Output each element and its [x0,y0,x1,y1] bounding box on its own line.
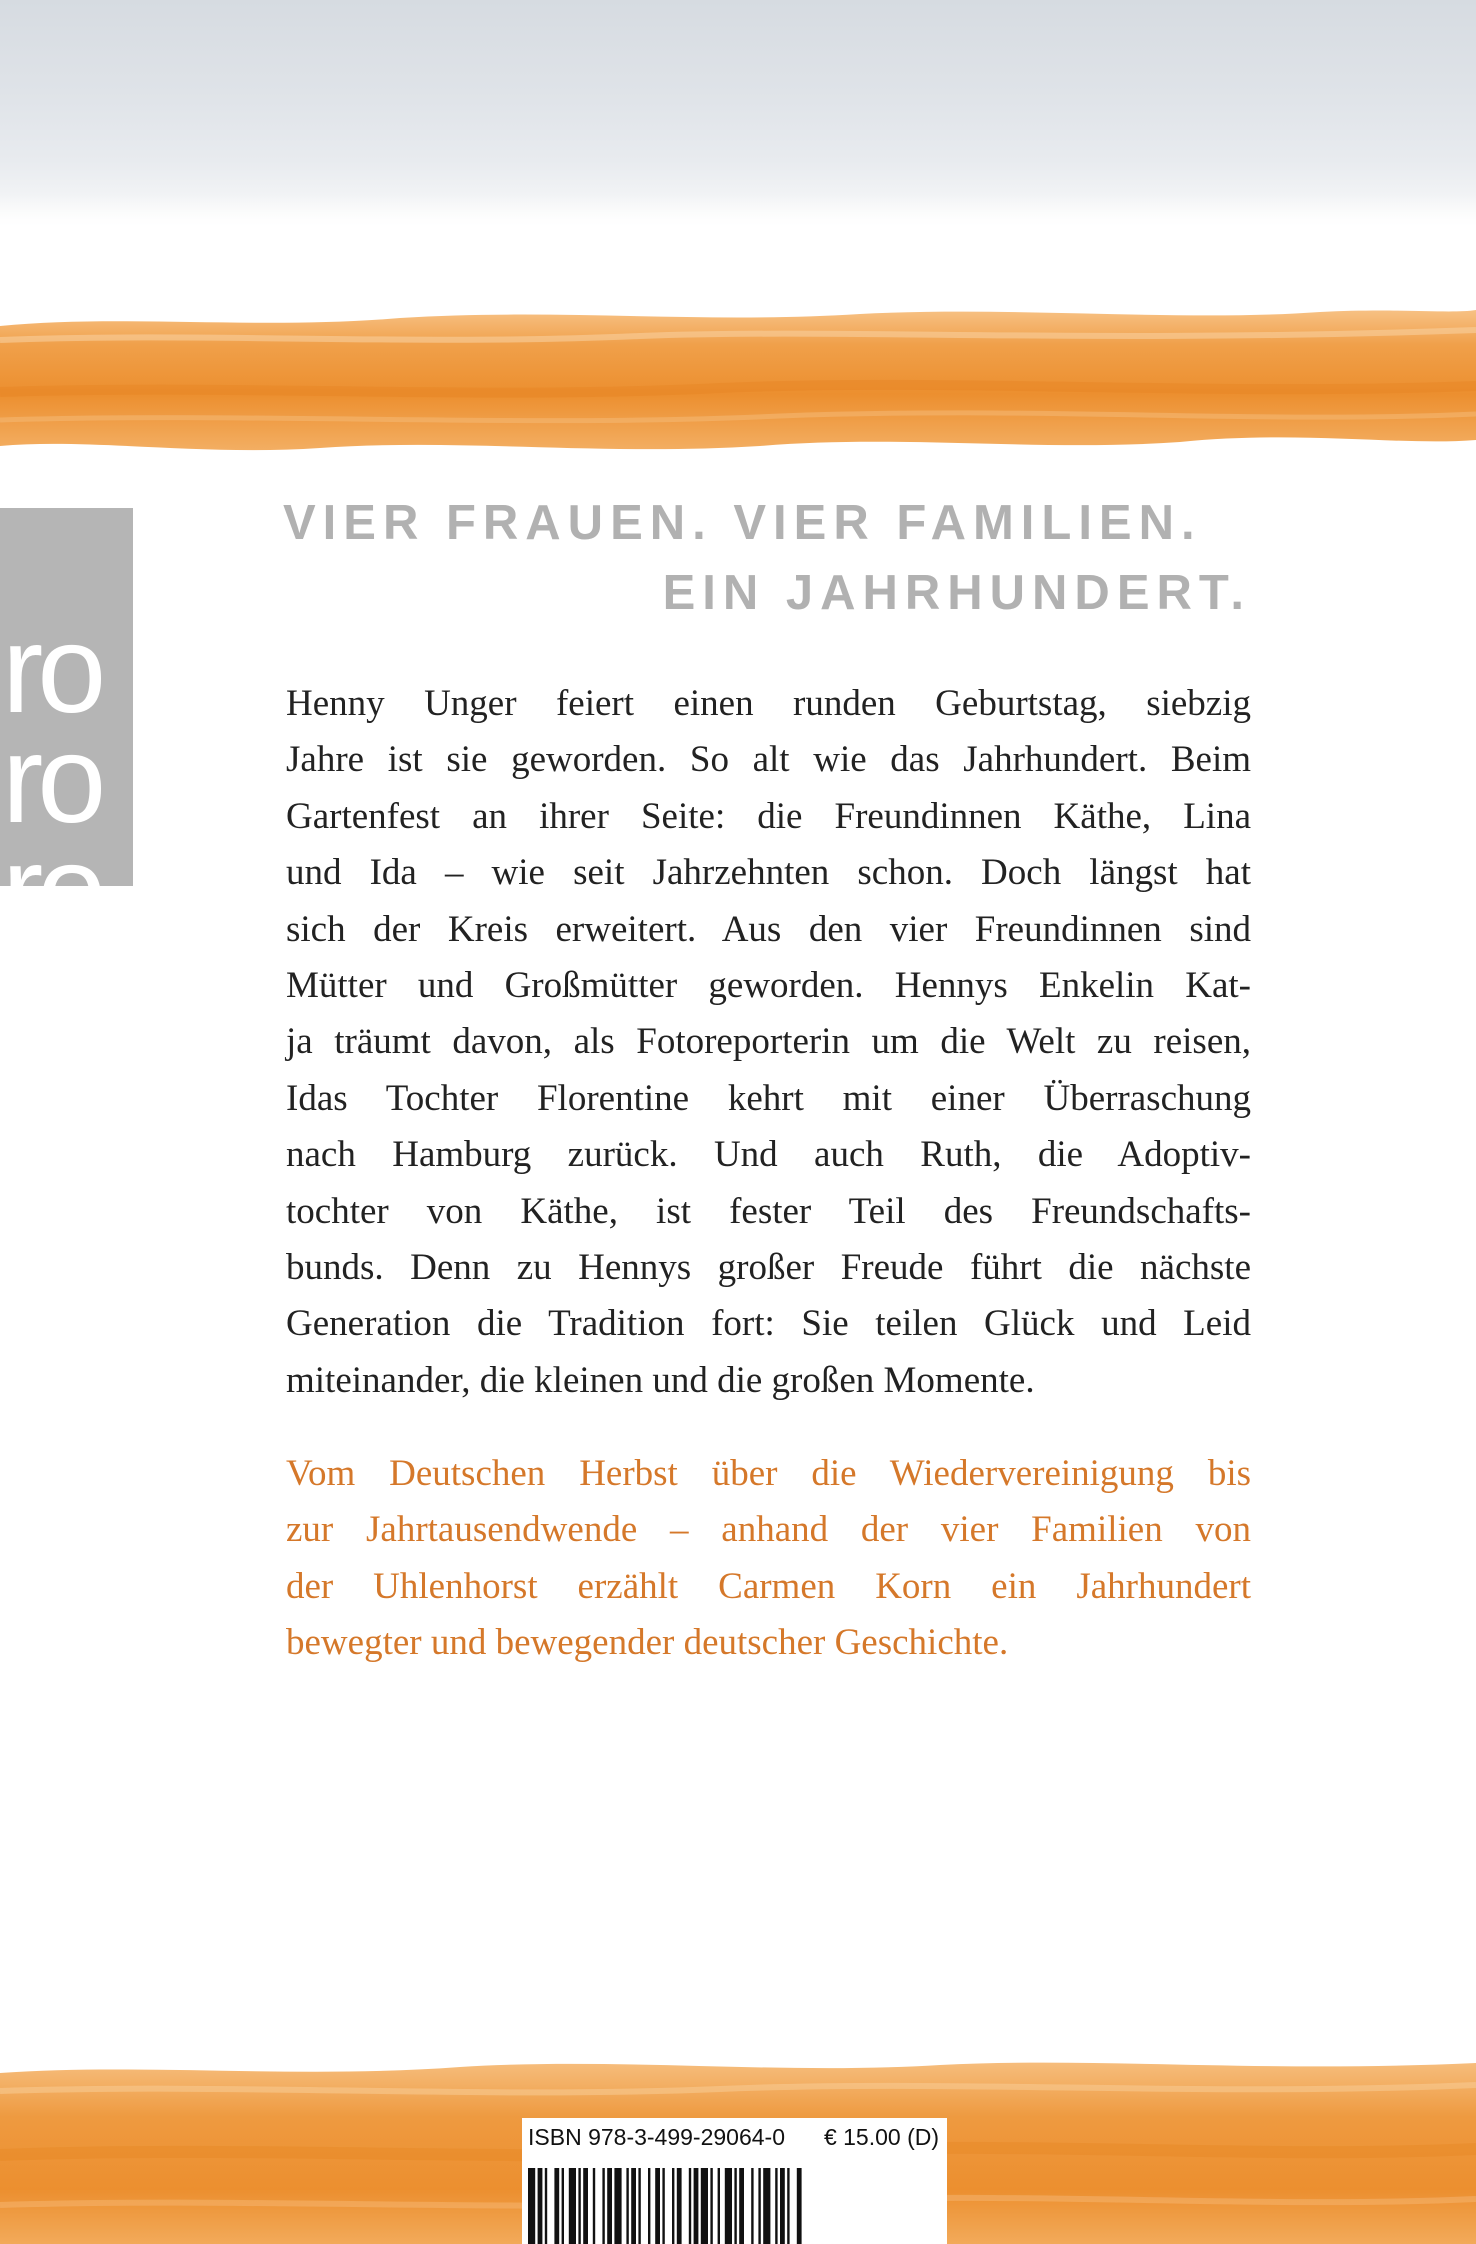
barcode-bar [763,2168,770,2244]
barcode-bar [554,2168,559,2244]
barcode-bar [701,2168,708,2244]
barcode-bar [648,2168,650,2244]
tagline-line: Vom Deutschen Herbst über die Wiedervereinigung bis [286,1453,1251,1494]
headline-line-1: VIER FRAUEN. VIER FAMILIEN. [283,496,1202,550]
logo-line-1: ro [2,601,101,739]
blurb-line: Idas Tochter Florentine kehrt mit einer Überraschung [286,1077,1251,1119]
barcode-bar [672,2168,674,2244]
logo-line-2: ro [2,711,101,849]
blurb-line: Gartenfest an ihrer Seite: die Freundinnen Käthe, Lina [286,795,1251,837]
barcode-bar [710,2168,712,2244]
barcode-bar [614,2168,621,2244]
barcode-bar [583,2168,588,2244]
barcode-bar [797,2168,802,2244]
top-grey-wash [0,0,1476,230]
blurb-line: tochter von Käthe, ist fester Teil des Freundschafts- [286,1190,1251,1232]
barcode-bar [787,2168,789,2244]
blurb-line: und Ida – wie seit Jahrzehnten schon. Doch längst hat [286,852,1251,894]
barcode-bar [751,2168,753,2244]
orange-brush-stripe-top [0,300,1476,460]
blurb-line: nach Hamburg zurück. Und auch Ruth, die Adoptiv- [286,1134,1251,1176]
barcode-bar [528,2168,535,2244]
blurb-line: miteinander, die kleinen und die großen Momente. [286,1359,1035,1401]
barcode-bar [538,2168,543,2244]
isbn-number: ISBN 978-3-499-29064-0 [528,2124,785,2150]
barcode-bar [626,2168,628,2244]
barcode-bar [718,2168,720,2244]
barcode-bar [662,2168,664,2244]
headline-line-2: EIN JAHRHUNDERT. [662,566,1251,620]
price-label: € 15.00 (D) [823,2124,939,2150]
blurb-line: bunds. Denn zu Hennys großer Freude führt die nächste [286,1246,1251,1288]
barcode-bar [569,2168,576,2244]
tagline-paragraph [286,1446,1251,1672]
blurb-line: Mütter und Großmütter geworden. Hennys Enkelin Kat- [286,964,1251,1006]
barcode-bar [758,2168,760,2244]
barcode-bar [694,2168,699,2244]
tagline-line: der Uhlenhorst erzählt Carmen Korn ein Jahrhundert [286,1565,1251,1607]
blurb-line: Generation die Tradition fort: Sie teilen Glück und Leid [286,1303,1251,1345]
barcode-bar [638,2168,640,2244]
barcode-bar [734,2168,736,2244]
rororo-logo [0,508,133,959]
blurb-paragraph [286,676,1251,1409]
barcode-bar [725,2168,732,2244]
barcode-bar [562,2168,564,2244]
barcode-bar [578,2168,580,2244]
logo-line-3: ro [2,821,101,959]
barcode-bar [689,2168,691,2244]
blurb-line: ja träumt davon, als Fotoreporterin um die Welt zu reisen, [286,1021,1251,1063]
isbn-price-row [528,2124,943,2158]
barcode-bar [780,2168,785,2244]
barcode-bar [602,2168,604,2244]
blurb-line: sich der Kreis erweitert. Aus den vier Freundinnen sind [286,908,1251,950]
barcode-bar [655,2168,660,2244]
blurb-line: Henny Unger feiert einen runden Geburtstag, siebzig [286,683,1251,724]
barcode-bar [593,2168,595,2244]
tagline-line: zur Jahrtausendwende – anhand der vier Familien von [286,1509,1251,1551]
barcode-bar [631,2168,636,2244]
blurb-line: Jahre ist sie geworden. So alt wie das Jahrhundert. Beim [286,739,1251,781]
barcode-bar [775,2168,777,2244]
barcode-bar [607,2168,612,2244]
barcode-bar [545,2168,547,2244]
barcode-panel [522,2118,947,2244]
barcode-bar [739,2168,744,2244]
tagline-line: bewegter und bewegender deutscher Geschichte. [286,1622,1009,1664]
barcode-icon [528,2168,942,2244]
barcode-bar [677,2168,682,2244]
